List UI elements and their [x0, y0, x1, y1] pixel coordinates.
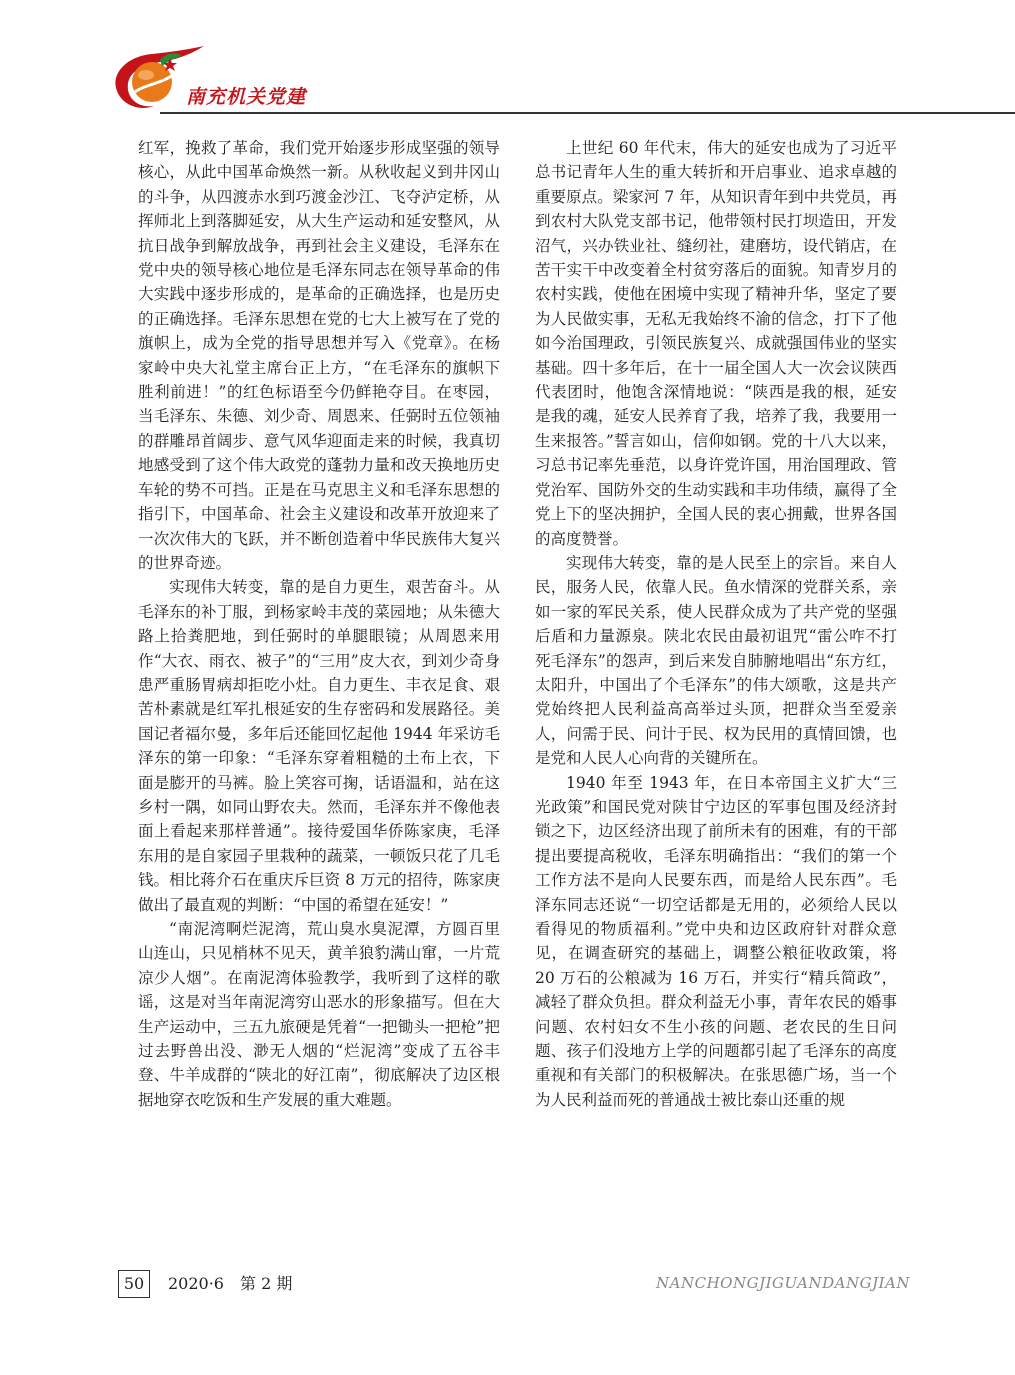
header-divider — [160, 112, 1015, 114]
page-number: 50 — [118, 1270, 150, 1298]
paragraph: 上世纪 60 年代末，伟大的延安也成为了习近平总书记青年人生的重大转折和开启事业、追求卓越的重要原点。梁家河 7 年，从知识青年到中共党员，再到农村大队党支部书记，他带领村民打坝造田，开发沼气，兴办铁业社、缝纫社，建磨坊，设代销店，在苦干实干中改变着全村贫穷落后的面貌。知青岁月的农村实践，使他在困境中实现了精神升华，坚定了要为人民做实事，无私无我始终不渝的信念，打下了他如今治国理政，引领民族复兴、成就强国伟业的坚实基础。四十多年后，在十一届全国人大一次会议陕西代表团时，他饱含深情地说：“陕西是我的根，延安是我的魂，延安人民养育了我，培养了我，我要用一生来报答。”誓言如山，信仰如钢。党的十八大以来，习总书记率先垂范，以身许党许国，用治国理政、管党治军、国防外交的生动实践和丰功伟绩，赢得了全党上下的坚决拥护，全国人民的衷心拥戴，世界各国的高度赞誉。 — [535, 139, 897, 548]
footer-magazine-title: NANCHONGJIGUANDANGJIAN — [656, 1274, 910, 1292]
paragraph: 实现伟大转变，靠的是自力更生，艰苦奋斗。从毛泽东的补丁服，到杨家岭丰茂的菜园地；从朱德大路上拾粪肥地，到任弼时的单腿眼镜；从周恩来用作“大衣、雨衣、被子”的“三用”皮大衣，到刘少奇身患严重肠胃病却拒吃小灶。自力更生、丰衣足食、艰苦朴素就是红军扎根延安的生存密码和发展路径。美国记者福尔曼，多年后还能回忆起他 1944 年采访毛泽东的第一印象：“毛泽东穿着粗糙的土布上衣，下面是膨开的马裤。脸上笑容可掬，话语温和，站在这乡村一隅，如同山野农夫。然而，毛泽东并不像他表面上看起来那样普通”。接待爱国华侨陈家庚，毛泽东用的是自家园子里栽种的蔬菜，一顿饭只花了几毛钱。相比蒋介石在重庆斥巨资 8 万元的招待，陈家庚做出了最直观的判断：“中国的希望在延安！” — [138, 578, 500, 914]
paragraph: 1940 年至 1943 年，在日本帝国主义扩大“三光政策”和国民党对陕甘宁边区的军事包围及经济封锁之下，边区经济出现了前所未有的困难，有的干部提出要提高税收，毛泽东明确指出：“我们的第一个工作方法不是向人民要东西，而是给人民东西”。毛泽东同志还说“一切空话都是无用的，必须给人民以看得见的物质福利。”党中央和边区政府针对群众意见，在调查研究的基础上，调整公粮征收政策，将 20 万石的公粮减为 16 万石，并实行“精兵简政”，减轻了群众负担。群众利益无小事，青年农民的婚事问题、农村妇女不生小孩的问题、老农民的生日问题、孩子们没地方上学的问题都引起了毛泽东的高度重视和有关部门的积极解决。在张思德广场，当一个为人民利益而死的普通战士被比泰山还重的规 — [535, 773, 897, 1109]
page-header — [0, 0, 1015, 130]
page-footer — [0, 1268, 1015, 1308]
paragraph: 实现伟大转变，靠的是人民至上的宗旨。来自人民，服务人民，依靠人民。鱼水情深的党群关系，亲如一家的军民关系，使人民群众成为了共产党的坚强后盾和力量源泉。陕北农民由最初诅咒“雷公咋不打死毛泽东”的怨声，到后来发自肺腑地唱出“东方红，太阳升，中国出了个毛泽东”的伟大颂歌，这是共产党始终把人民利益高高举过头顶，把群众当至爱亲人，问需于民、问计于民、权为民用的真情回馈，也是党和人民人心向背的关键所在。 — [535, 553, 897, 768]
left-column — [138, 136, 500, 1112]
magazine-name: 南充机关党建 — [186, 86, 307, 108]
paragraph: 红军，挽救了革命，我们党开始逐步形成坚强的领导核心，从此中国革命焕然一新。从秋收起义到井冈山的斗争，从四渡赤水到巧渡金沙江、飞夺泸定桥，从挥师北上到落脚延安，从大生产运动和延安整风，从抗日战争到解放战争，再到社会主义建设，毛泽东在党中央的领导核心地位是毛泽东同志在领导革命的伟大实践中逐步形成的，是革命的正确选择，也是历史的正确选择。毛泽东思想在党的七大上被写在了党的旗帜上，成为全党的指导思想并写入《党章》。在杨家岭中央大礼堂主席台正上方，“在毛泽东的旗帜下胜利前进！”的红色标语至今仍鲜艳夺目。在枣园，当毛泽东、朱德、刘少奇、周恩来、任弼时五位领袖的群雕昂首阔步、意气风华迎面走来的时候，我真切地感受到了这个伟大政党的蓬勃力量和改天换地历史车轮的势不可挡。正是在马克思主义和毛泽东思想的指引下，中国革命、社会主义建设和改革开放迎来了一次次伟大的飞跃，并不断创造着中华民族伟大复兴的世界奇迹。 — [138, 139, 500, 572]
issue-label: 2020·6 第 2 期 — [168, 1274, 293, 1293]
right-column — [535, 136, 897, 1112]
paragraph: “南泥湾啊烂泥湾，荒山臭水臭泥潭，方圆百里山连山，只见梢林不见天，黄羊狼豹满山窜，一片荒凉少人烟”。在南泥湾体验教学，我听到了这样的歌谣，这是对当年南泥湾穷山恶水的形象描写。但在大生产运动中，三五九旅硬是凭着“一把锄头一把枪”把过去野兽出没、渺无人烟的“烂泥湾”变成了五谷丰登、牛羊成群的“陕北的好江南”，彻底解决了边区根据地穿衣吃饭和生产发展的重大难题。 — [138, 920, 500, 1109]
